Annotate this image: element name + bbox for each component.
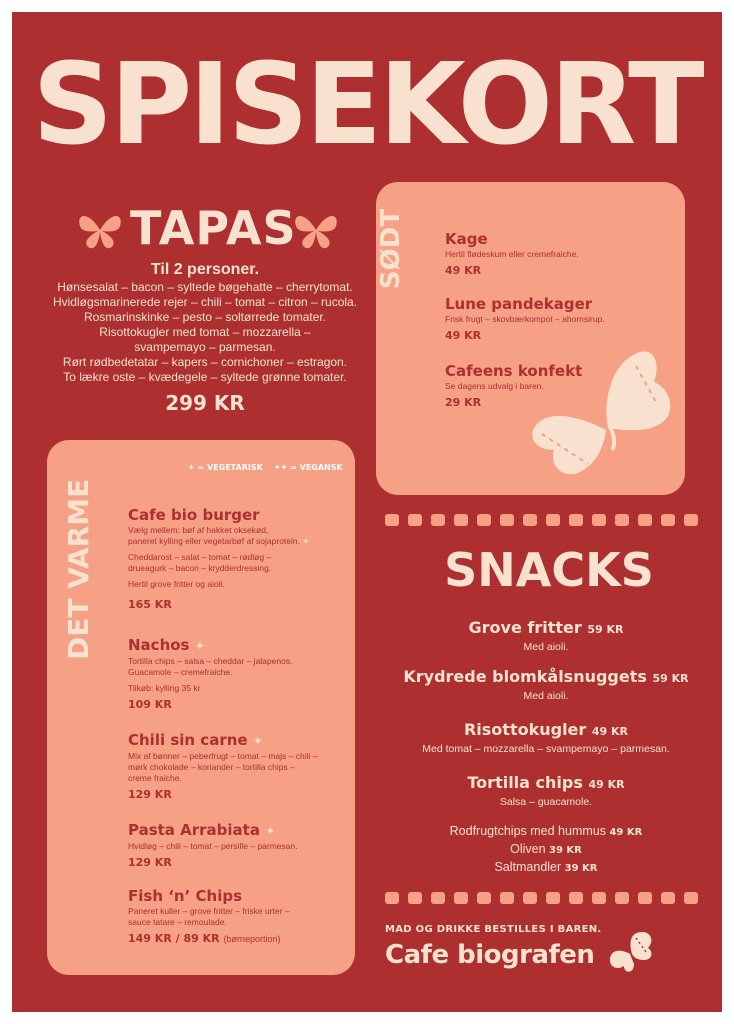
sodt-heading: SØDT — [376, 208, 406, 290]
menu-item — [445, 230, 579, 277]
item-desc: Vælg mellem: bøf af hakket oksekød, — [128, 525, 269, 535]
snacks-heading: SNACKS — [444, 543, 654, 597]
diet-legend — [188, 463, 343, 472]
item-name: Fish ‘n’ Chips — [128, 887, 243, 905]
item-name: Kage — [445, 230, 488, 248]
film-butterfly-icon — [528, 346, 680, 486]
snack-price: 49 KR — [588, 778, 625, 791]
tapas-section — [40, 260, 370, 415]
snack-desc: Med tomat – mozzarella – svampemayo – parmesan. — [422, 743, 670, 755]
item-desc: mørk chokolade – koriander – tortilla chips – — [128, 762, 295, 772]
snack-price: 59 KR — [587, 623, 624, 636]
tapas-heading: TAPAS — [130, 201, 297, 255]
snack-item — [376, 773, 716, 809]
item-desc-text: paneret kylling eller vegetarbøf af sojaprotein. — [128, 536, 300, 546]
small-snack-item — [376, 841, 716, 859]
small-snack-item — [376, 823, 716, 841]
menu-item — [128, 636, 292, 711]
item-desc: Cheddarost – salat – tomat – rødløg – — [128, 552, 272, 562]
item-desc — [128, 536, 309, 547]
item-price: 129 KR — [128, 788, 172, 801]
item-name: Pasta Arrabiata — [128, 821, 260, 839]
item-name: Lune pandekager — [445, 295, 593, 313]
item-price: 49 KR — [445, 329, 482, 342]
snack-name: Risottokugler — [463, 720, 587, 739]
tapas-line: Rørt rødbedetatar – kapers – cornichoner – estragon. — [62, 355, 348, 369]
film-strip-divider — [385, 514, 705, 526]
item-desc: Guacamole – cremefraiche. — [128, 667, 233, 677]
snack-desc: Salsa – guacamole. — [499, 796, 593, 808]
order-note: MAD OG DRIKKE BESTILLES I BAREN. — [385, 924, 602, 935]
item-name-row — [128, 731, 317, 751]
item-price: 49 KR — [445, 264, 482, 277]
item-name: Cafeens konfekt — [445, 362, 583, 380]
menu-item — [128, 821, 298, 869]
item-name: Chili sin carne — [128, 731, 248, 749]
tapas-line: To lækre oste – kvædegele – syltede grønne tomater. — [63, 370, 347, 384]
snack-name: Grove fritter — [468, 618, 582, 637]
item-desc: Hvidløg – chili – tomat – persille – parmesan. — [128, 841, 298, 851]
snack-price: 39 KR — [549, 845, 582, 856]
item-price-row — [128, 932, 290, 945]
tapas-line: Risottokugler med tomat – mozzarella – — [99, 325, 311, 339]
snack-desc: Med aioli. — [523, 690, 569, 702]
brand-logo: Cafe biografen — [385, 940, 595, 970]
small-snacks — [376, 823, 716, 877]
tapas-line: Hvidløgsmarinerede rejer – chili – tomat – citron – rucola. — [52, 295, 358, 309]
menu-item — [445, 295, 605, 342]
item-name: Nachos — [128, 636, 190, 654]
item-price: 129 KR — [128, 856, 172, 869]
item-desc: Hertil grove fritter og aioli. — [128, 579, 225, 589]
legend-vegetarian: = VEGETARISK — [197, 463, 263, 472]
item-desc: Mix af bønner – peberfrugt – tomat – majs – chili – — [128, 751, 318, 761]
menu-item — [128, 506, 309, 611]
item-desc: Se dagens udvalg i baren. — [445, 381, 544, 391]
snack-price: 49 KR — [591, 725, 629, 738]
vegetarian-butterfly-icon: ✦ — [302, 536, 310, 546]
small-snack-item — [376, 859, 716, 877]
page-title: SPISEKORT — [32, 40, 702, 170]
snack-price: 39 KR — [564, 863, 598, 874]
item-desc: Hertil flødeskum eller cremefraiche. — [445, 249, 579, 259]
item-price: 165 KR — [128, 598, 172, 611]
det-varme-box — [47, 440, 355, 975]
vegan-butterfly-icon: ✦ — [252, 734, 263, 748]
item-name: Cafe bio burger — [128, 506, 260, 524]
tapas-subtitle: Til 2 personer. — [150, 261, 260, 278]
snack-price: 49 KR — [609, 827, 643, 838]
legend-vegan: = VEGANSK — [290, 463, 343, 472]
snack-name: Rodfrugtchips med hummus — [449, 824, 606, 838]
menu-item — [128, 731, 317, 801]
butterfly-icon — [608, 930, 656, 976]
film-strip-divider — [385, 892, 705, 904]
det-varme-heading: DET VARME — [62, 478, 95, 660]
item-desc: drueagurk – bacon – krydderdressing. — [128, 563, 272, 573]
butterfly-icon — [74, 208, 126, 252]
item-price: 149 KR / 89 KR — [128, 932, 220, 945]
item-price: 109 KR — [128, 698, 172, 711]
tapas-price: 299 KR — [165, 391, 245, 415]
menu-page — [12, 12, 722, 1012]
item-desc: sauce tatare – remoulade. — [128, 917, 227, 927]
item-desc: Frisk frugt – skovbærkompot – ahornsirup. — [445, 314, 605, 324]
item-name-row — [128, 636, 292, 656]
snack-desc: Med aioli. — [523, 641, 569, 653]
snack-name: Krydrede blomkålsnuggets — [403, 667, 647, 686]
item-price: 29 KR — [445, 396, 482, 409]
sodt-box — [376, 182, 685, 495]
item-desc: creme fraiche. — [128, 773, 182, 783]
item-name-row — [128, 821, 298, 841]
vegetarian-butterfly-icon: ✦ — [188, 463, 195, 472]
item-desc: Tortilla chips – salsa – cheddar – jalapenos. — [128, 656, 293, 666]
snack-item — [376, 618, 716, 654]
price-note: (børneportion) — [223, 934, 281, 944]
snack-item — [376, 720, 716, 756]
snack-price: 59 KR — [652, 672, 689, 685]
snack-name: Saltmandler — [494, 860, 562, 874]
menu-item — [128, 887, 290, 945]
tapas-line: Rosmarinskinke – pesto – soltørrede tomater. — [83, 310, 327, 324]
vegan-butterfly-icon: ✦✦ — [273, 463, 288, 472]
item-desc: Paneret kuller – grove fritter – friske urter – — [128, 906, 290, 916]
item-desc: Tilkøb: kylling 35 kr — [128, 683, 201, 693]
snack-item — [376, 667, 716, 703]
snack-name: Tortilla chips — [467, 773, 583, 792]
butterfly-icon — [290, 208, 342, 252]
snack-name: Oliven — [510, 842, 546, 856]
vegetarian-butterfly-icon: ✦ — [265, 824, 276, 838]
vegetarian-butterfly-icon: ✦ — [194, 639, 205, 653]
tapas-line: svampemayo – parmesan. — [134, 340, 276, 354]
tapas-line: Hønsesalat – bacon – syltede bøgehatte – cherrytomat. — [57, 280, 353, 294]
